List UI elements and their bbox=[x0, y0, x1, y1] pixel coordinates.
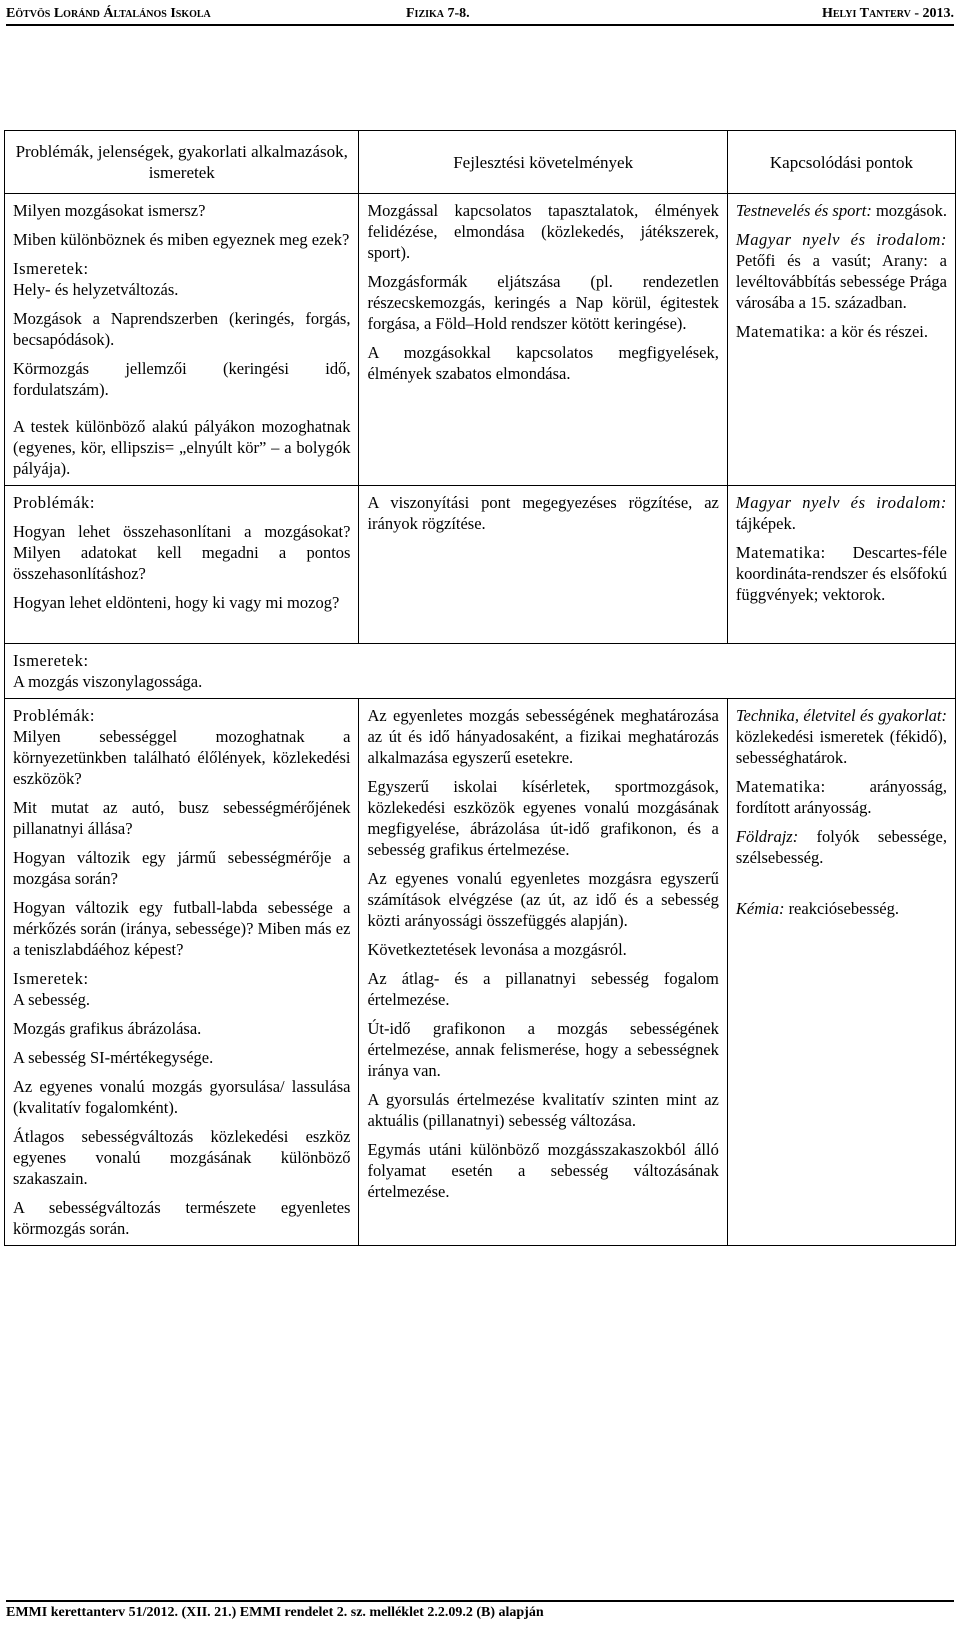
table-row bbox=[5, 486, 956, 644]
knowledge-item: Átlagos sebességváltozás közlekedési eszköz egyenes vonalú mozgásának különböző szakaszain. bbox=[13, 1127, 351, 1188]
question: Hogyan változik egy jármű sebességmérője a mozgása során? bbox=[13, 848, 351, 888]
curriculum-name: Helyi Tanterv - 2013. bbox=[821, 6, 954, 21]
table-header-row bbox=[5, 131, 956, 194]
problems-cell bbox=[5, 194, 359, 486]
knowledge-item: A mozgás viszonylagossága. bbox=[13, 672, 203, 691]
requirement-item: A mozgásokkal kapcsolatos megfigyelések, élmények szabatos elmondása. bbox=[367, 343, 719, 383]
connection-subject: Matematika: bbox=[735, 322, 826, 341]
knowledge-item: Hely- és helyzetváltozás. bbox=[13, 280, 179, 299]
requirement-item: Út-idő grafikonon a mozgás sebességének értelmezése, annak felismerése, hogy a sebességnek iránya van. bbox=[367, 1019, 719, 1080]
question: Mit mutat az autó, busz sebességmérőjének pillanatnyi állása? bbox=[13, 798, 351, 838]
knowledge-item: Körmozgás jellemzői (keringési idő, fordulatszám). bbox=[13, 359, 351, 399]
requirement-item: Az átlag- és a pillanatnyi sebesség fogalom értelmezése. bbox=[367, 969, 719, 1009]
header-requirements: Fejlesztési követelmények bbox=[359, 131, 727, 194]
connection-text: tájképek. bbox=[735, 514, 796, 533]
requirement-item: Mozgásformák eljátszása (pl. rendezetlen részecskemozgás, keringés a Nap körül, égitestek forgása, a Föld–Hold rendszer kötött keringése). bbox=[367, 272, 719, 333]
connection-text: a kör és részei. bbox=[825, 322, 929, 341]
knowledge-summary-cell bbox=[5, 644, 956, 699]
requirement-item: A viszonyítási pont megegyezéses rögzítése, az irányok rögzítése. bbox=[367, 493, 719, 533]
connection-subject: Magyar nyelv és irodalom: bbox=[735, 230, 947, 249]
connection-text: folyók sebessége, szélsebesség. bbox=[735, 827, 947, 867]
connection-item bbox=[736, 200, 947, 221]
connection-text: Descartes-féle koordináta-rendszer és elsőfokú függvények; vektorok. bbox=[735, 543, 947, 604]
connections-cell bbox=[727, 699, 955, 1246]
connection-subject: Testnevelés és sport: bbox=[735, 201, 872, 220]
knowledge-item: A sebességváltozás természete egyenletes körmozgás során. bbox=[13, 1198, 351, 1238]
page-footer: EMMI kerettanterv 51/2012. (XII. 21.) EMMI rendelet 2. sz. melléklet 2.2.09.2 (B) alapján bbox=[6, 1600, 954, 1621]
requirement-item: Az egyenes vonalú egyenletes mozgásra egyszerű számítások elvégzése (az út, az idő és a sebesség közti arányossági összefüggés alapján). bbox=[367, 869, 719, 930]
connections-cell bbox=[727, 194, 955, 486]
problems-cell bbox=[5, 486, 359, 644]
header-problems: Problémák, jelenségek, gyakorlati alkalmazások, ismeretek bbox=[5, 131, 359, 194]
connection-subject: Földrajz: bbox=[735, 827, 799, 846]
page-header bbox=[6, 6, 954, 26]
question: Milyen sebességgel mozoghatnak a környezetünkben található élőlények, közlekedési eszközök? bbox=[13, 727, 351, 788]
section-label: Ismeretek: bbox=[13, 651, 89, 670]
requirement-item: Egymás utáni különböző mozgásszakaszokból álló folyamat esetén a sebesség változásának értelmezése. bbox=[367, 1140, 719, 1201]
connection-item bbox=[736, 229, 947, 313]
connection-subject: Matematika: bbox=[735, 543, 826, 562]
requirement-item: Következtetések levonása a mozgásról. bbox=[367, 940, 627, 959]
connection-item bbox=[736, 776, 947, 818]
connection-item bbox=[736, 705, 947, 768]
connection-subject: Magyar nyelv és irodalom: bbox=[735, 493, 947, 512]
question: Hogyan lehet összehasonlítani a mozgásokat? Milyen adatokat kell megadni a pontos összehasonlításhoz? bbox=[13, 522, 351, 583]
knowledge-item: A sebesség. bbox=[13, 990, 90, 1009]
question: Hogyan változik egy futball-labda sebessége a mérkőzés során (iránya, sebessége)? Miben más ez a teniszlabdáéhoz képest? bbox=[13, 898, 351, 959]
knowledge-item: A sebesség SI-mértékegysége. bbox=[13, 1048, 214, 1067]
connection-item bbox=[736, 826, 947, 868]
connections-cell bbox=[727, 486, 955, 644]
requirement-item: Egyszerű iskolai kísérletek, sportmozgások, közlekedési eszközök egyenes vonalú mozgásának megfigyelése, ábrázolása út-idő grafikonon, és a sebesség grafikus értelmezése. bbox=[367, 777, 719, 859]
table-row bbox=[5, 699, 956, 1246]
curriculum-table bbox=[4, 130, 956, 1246]
connection-subject: Technika, életvitel és gyakorlat: bbox=[735, 706, 947, 725]
connection-text: mozgások. bbox=[871, 201, 947, 220]
section-label: Problémák: bbox=[13, 493, 96, 512]
section-label: Problémák: bbox=[13, 706, 96, 725]
question: Milyen mozgásokat ismersz? bbox=[13, 201, 206, 220]
requirement-item: Az egyenletes mozgás sebességének meghatározása az út és idő hányadosaként, a fizikai meghatározás alkalmazása egyszerű esetekre. bbox=[367, 706, 719, 767]
requirement-item: Mozgással kapcsolatos tapasztalatok, élmények felidézése, elmondása (közlekedés, játékszerek, sport). bbox=[367, 201, 719, 262]
connection-text: reakciósebesség. bbox=[784, 899, 899, 918]
connection-item bbox=[736, 898, 947, 919]
knowledge-item: A testek különböző alakú pályákon mozoghatnak (egyenes, kör, ellipszis= „elnyúlt kör” – a bolygók pályája). bbox=[13, 417, 351, 478]
connection-text: Petőfi és a vasút; Arany: a levéltovábbítás sebessége Prága városába a 15. században. bbox=[735, 251, 947, 312]
table-row bbox=[5, 194, 956, 486]
question: Hogyan lehet eldönteni, hogy ki vagy mi mozog? bbox=[13, 593, 340, 612]
requirement-item: A gyorsulás értelmezése kvalitatív szinten mint az aktuális (pillanatnyi) sebesség változása. bbox=[367, 1090, 719, 1130]
knowledge-item: Az egyenes vonalú mozgás gyorsulása/ lassulása (kvalitatív fogalomként). bbox=[13, 1077, 351, 1117]
requirements-cell bbox=[359, 486, 727, 644]
header-connections: Kapcsolódási pontok bbox=[727, 131, 955, 194]
connection-subject: Matematika: bbox=[735, 777, 826, 796]
question: Miben különböznek és miben egyeznek meg ezek? bbox=[13, 230, 350, 249]
connection-item bbox=[736, 321, 947, 342]
knowledge-item: Mozgás grafikus ábrázolása. bbox=[13, 1019, 202, 1038]
connection-text: arányosság, fordított arányosság. bbox=[735, 777, 947, 817]
subject-name: Fizika 7-8. bbox=[406, 6, 470, 21]
section-label: Ismeretek: bbox=[13, 259, 89, 278]
requirements-cell bbox=[359, 194, 727, 486]
problems-cell bbox=[5, 699, 359, 1246]
connection-item bbox=[736, 492, 947, 534]
connection-text: közlekedési ismeretek (fékidő), sebességhatárok. bbox=[735, 727, 947, 767]
connection-subject: Kémia: bbox=[735, 899, 785, 918]
connection-item bbox=[736, 542, 947, 605]
requirements-cell bbox=[359, 699, 727, 1246]
knowledge-item: Mozgások a Naprendszerben (keringés, forgás, becsapódások). bbox=[13, 309, 351, 349]
school-name: Eötvös Loránd Általános Iskola bbox=[6, 6, 211, 21]
table-row bbox=[5, 644, 956, 699]
section-label: Ismeretek: bbox=[13, 969, 89, 988]
